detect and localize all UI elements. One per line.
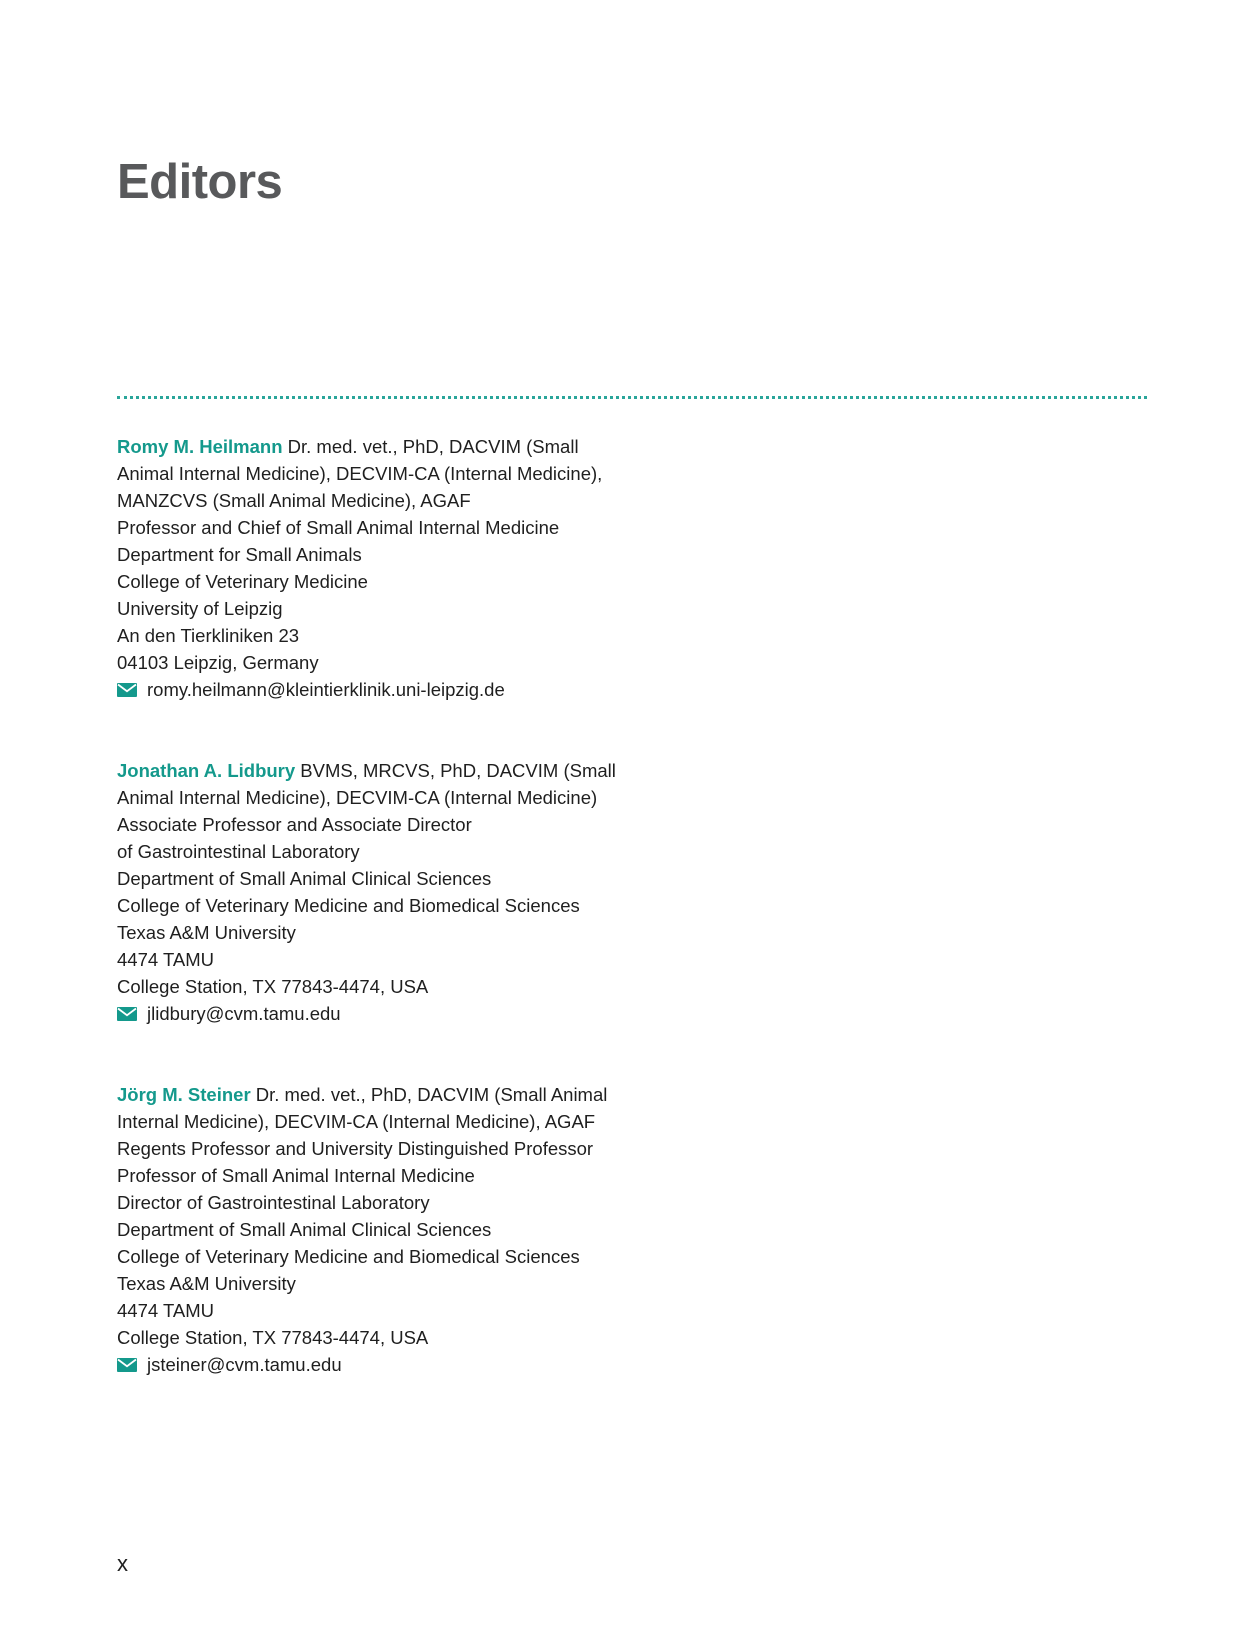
editor-detail-line: of Gastrointestinal Laboratory xyxy=(117,841,360,862)
envelope-icon xyxy=(117,683,137,697)
envelope-icon xyxy=(117,1007,137,1021)
editor-entry xyxy=(117,757,757,1027)
editor-credentials: Dr. med. vet., PhD, DACVIM (Small xyxy=(282,436,579,457)
editor-email-link[interactable]: romy.heilmann@kleintierklinik.uni-leipzig.de xyxy=(147,679,505,700)
editor-entry xyxy=(117,433,757,703)
dotted-divider xyxy=(117,396,1147,399)
envelope-icon xyxy=(117,1358,137,1372)
editor-first-line xyxy=(117,757,757,784)
editor-email-line xyxy=(117,676,757,703)
editor-name: Jonathan A. Lidbury xyxy=(117,760,296,781)
editor-credentials: Dr. med. vet., PhD, DACVIM (Small Animal xyxy=(250,1084,608,1105)
editor-first-line xyxy=(117,433,757,460)
editor-detail-line: Department of Small Animal Clinical Sciences xyxy=(117,868,492,889)
editor-detail-line: 4474 TAMU xyxy=(117,1300,214,1321)
page-number: x xyxy=(117,1551,128,1576)
editor-detail-line: Texas A&M University xyxy=(117,1273,296,1294)
editor-email-line xyxy=(117,1000,757,1027)
editor-first-line xyxy=(117,1081,757,1108)
editor-detail-line: An den Tierkliniken 23 xyxy=(117,625,300,646)
editor-detail-line: Department of Small Animal Clinical Sciences xyxy=(117,1219,492,1240)
editor-email-link[interactable]: jsteiner@cvm.tamu.edu xyxy=(147,1354,342,1375)
editor-email-link[interactable]: jlidbury@cvm.tamu.edu xyxy=(147,1003,341,1024)
editor-detail-line: Director of Gastrointestinal Laboratory xyxy=(117,1192,430,1213)
editor-detail-line: 4474 TAMU xyxy=(117,949,214,970)
editors-list xyxy=(117,433,757,1378)
editor-name: Romy M. Heilmann xyxy=(117,436,283,457)
editor-detail-line: MANZCVS (Small Animal Medicine), AGAF xyxy=(117,490,471,511)
editor-entry xyxy=(117,1081,757,1378)
page-title: Editors xyxy=(117,155,283,209)
editor-detail-line: College of Veterinary Medicine and Biomedical Sciences xyxy=(117,895,580,916)
editor-detail-line: College Station, TX 77843-4474, USA xyxy=(117,976,429,997)
editor-detail-line: College of Veterinary Medicine and Biomedical Sciences xyxy=(117,1246,580,1267)
editor-detail-line: 04103 Leipzig, Germany xyxy=(117,652,319,673)
editor-detail-line: Professor of Small Animal Internal Medicine xyxy=(117,1165,475,1186)
editor-detail-line: Professor and Chief of Small Animal Internal Medicine xyxy=(117,517,560,538)
editor-detail-line: Internal Medicine), DECVIM-CA (Internal Medicine), AGAF xyxy=(117,1111,596,1132)
editor-detail-line: Department for Small Animals xyxy=(117,544,362,565)
editor-detail-line: College of Veterinary Medicine xyxy=(117,571,368,592)
editor-detail-line: Animal Internal Medicine), DECVIM-CA (Internal Medicine), xyxy=(117,463,603,484)
editor-name: Jörg M. Steiner xyxy=(117,1084,251,1105)
editor-email-line xyxy=(117,1351,757,1378)
editor-detail-line: University of Leipzig xyxy=(117,598,283,619)
editor-detail-line: Texas A&M University xyxy=(117,922,296,943)
editor-credentials: BVMS, MRCVS, PhD, DACVIM (Small xyxy=(295,760,616,781)
editor-detail-line: Animal Internal Medicine), DECVIM-CA (Internal Medicine) xyxy=(117,787,598,808)
editor-detail-line: Regents Professor and University Distinguished Professor xyxy=(117,1138,594,1159)
editor-detail-line: College Station, TX 77843-4474, USA xyxy=(117,1327,429,1348)
editor-detail-line: Associate Professor and Associate Director xyxy=(117,814,472,835)
